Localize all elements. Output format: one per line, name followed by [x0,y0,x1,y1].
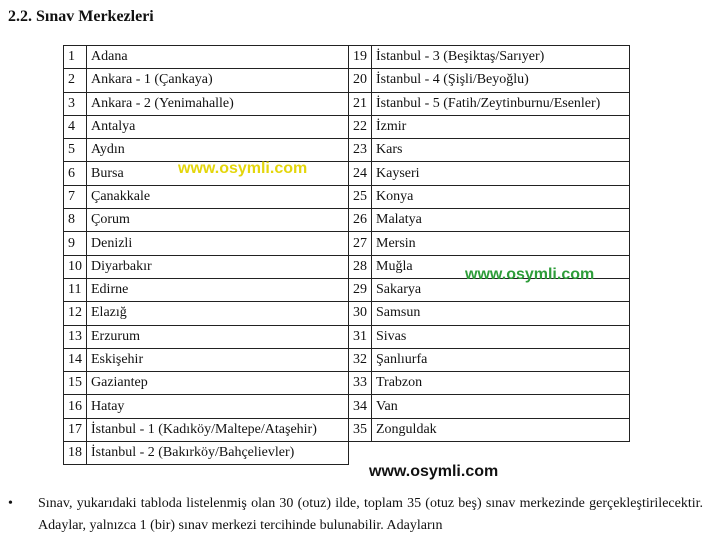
row-number-cell: 13 [64,325,87,348]
table-row [64,209,630,232]
center-name-cell: Trabzon [372,372,630,395]
paragraph-text: Sınav, yukarıdaki tabloda listelenmiş olan 30 (otuz) ilde, toplam 35 (otuz beş) sınav merkezinde gerçekleştirilecektir. Adaylar, yalnızca 1 (bir) sınav merkezi tercihinde bulunabilir. Adayların [38,496,703,533]
center-name-cell: Antalya [87,115,349,138]
row-number-cell: 26 [349,209,372,232]
center-name-cell: Erzurum [87,325,349,348]
center-name-cell: İstanbul - 3 (Beşiktaş/Sarıyer) [372,46,630,69]
center-name-cell: Samsun [372,302,630,325]
center-name-cell: Bursa [87,162,349,185]
row-number-cell: 12 [64,302,87,325]
table-row [64,302,630,325]
center-name-cell: Kars [372,139,630,162]
table-row [64,46,630,69]
table-row [64,162,630,185]
exam-centers-table [63,45,630,465]
row-number-cell: 17 [64,418,87,441]
row-number-cell: 3 [64,92,87,115]
row-number-cell: 4 [64,115,87,138]
center-name-cell: İstanbul - 2 (Bakırköy/Bahçelievler) [87,442,349,465]
row-number-cell: 28 [349,255,372,278]
row-number-cell: 10 [64,255,87,278]
table-row [64,395,630,418]
watermark-text: www.osymli.com [465,266,595,283]
row-number-cell: 19 [349,46,372,69]
row-number-cell: 15 [64,372,87,395]
center-name-cell: Elazığ [87,302,349,325]
table-row [64,92,630,115]
table-row [64,139,630,162]
center-name-cell: Van [372,395,630,418]
center-name-cell: Kayseri [372,162,630,185]
table-row [64,325,630,348]
table-row [64,348,630,371]
row-number-cell: 29 [349,278,372,301]
center-name-cell: Çanakkale [87,185,349,208]
table-row [64,418,630,441]
center-name-cell: Malatya [372,209,630,232]
row-number-cell: 30 [349,302,372,325]
row-number-cell: 32 [349,348,372,371]
row-number-cell: 14 [64,348,87,371]
center-name-cell: Adana [87,46,349,69]
row-number-cell: 22 [349,115,372,138]
center-name-cell: Ankara - 1 (Çankaya) [87,69,349,92]
row-number-cell: 31 [349,325,372,348]
center-name-cell: Gaziantep [87,372,349,395]
row-number-cell: 1 [64,46,87,69]
row-number-cell: 7 [64,185,87,208]
row-number-cell: 21 [349,92,372,115]
table-row [64,372,630,395]
row-number-cell: 18 [64,442,87,465]
row-number-cell: 20 [349,69,372,92]
info-paragraph [8,493,703,537]
row-number-cell: 24 [349,162,372,185]
row-number-cell [349,442,372,465]
row-number-cell: 16 [64,395,87,418]
center-name-cell: Çorum [87,209,349,232]
center-name-cell: Hatay [87,395,349,418]
watermark-text: www.osymli.com [369,463,499,480]
row-number-cell: 25 [349,185,372,208]
center-name-cell: Edirne [87,278,349,301]
row-number-cell: 8 [64,209,87,232]
row-number-cell: 23 [349,139,372,162]
row-number-cell: 2 [64,69,87,92]
center-name-cell: Muğla [372,255,630,278]
table-row [64,115,630,138]
center-name-cell: Eskişehir [87,348,349,371]
center-name-cell: Sivas [372,325,630,348]
table-row [64,232,630,255]
center-name-cell: Sakarya [372,278,630,301]
center-name-cell: İstanbul - 4 (Şişli/Beyoğlu) [372,69,630,92]
center-name-cell: Şanlıurfa [372,348,630,371]
center-name-cell: Aydın [87,139,349,162]
center-name-cell [372,442,630,465]
row-number-cell: 6 [64,162,87,185]
center-name-cell: Denizli [87,232,349,255]
table-row [64,69,630,92]
bullet-icon: • [8,496,13,511]
center-name-cell: Ankara - 2 (Yenimahalle) [87,92,349,115]
row-number-cell: 11 [64,278,87,301]
center-name-cell: Diyarbakır [87,255,349,278]
center-name-cell: İstanbul - 5 (Fatih/Zeytinburnu/Esenler) [372,92,630,115]
center-name-cell: Zonguldak [372,418,630,441]
center-name-cell: İstanbul - 1 (Kadıköy/Maltepe/Ataşehir) [87,418,349,441]
row-number-cell: 34 [349,395,372,418]
section-title: 2.2. Sınav Merkezleri [8,8,154,25]
row-number-cell: 33 [349,372,372,395]
center-name-cell: İzmir [372,115,630,138]
row-number-cell: 5 [64,139,87,162]
table-row [64,185,630,208]
watermark-text: www.osymli.com [178,160,308,177]
row-number-cell: 27 [349,232,372,255]
row-number-cell: 35 [349,418,372,441]
row-number-cell: 9 [64,232,87,255]
center-name-cell: Mersin [372,232,630,255]
table-row [64,442,630,465]
center-name-cell: Konya [372,185,630,208]
